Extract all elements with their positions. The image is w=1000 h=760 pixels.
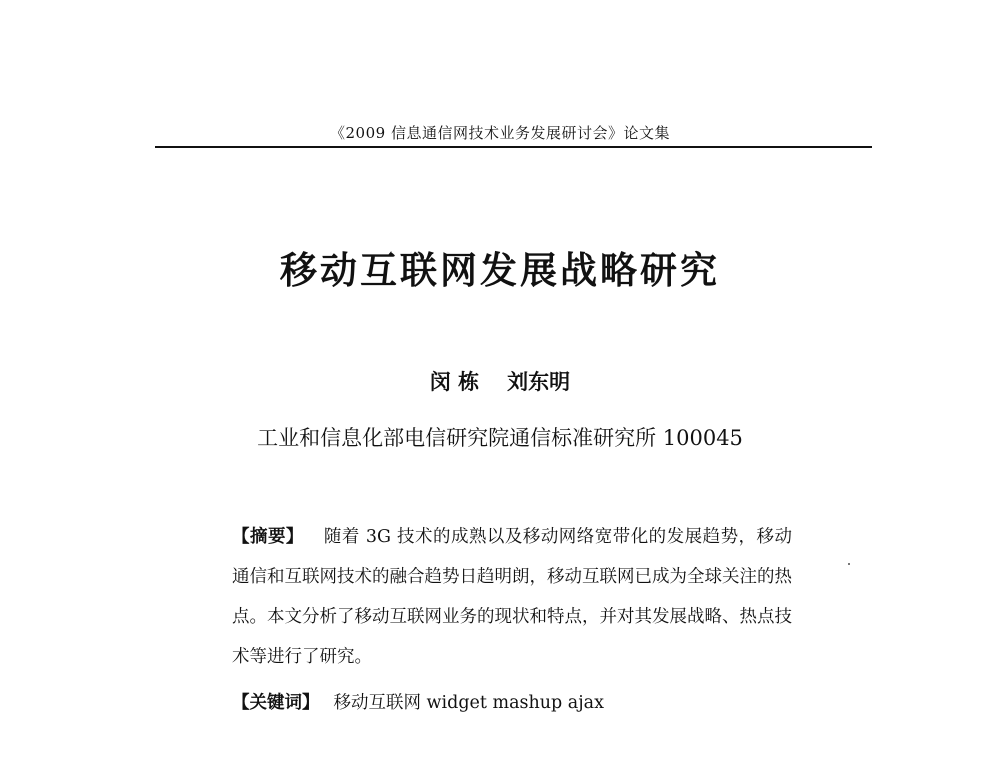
keywords-label: 【关键词】 bbox=[232, 693, 320, 713]
header-rule bbox=[155, 146, 872, 148]
abstract bbox=[232, 517, 792, 677]
authors bbox=[0, 366, 1000, 396]
affiliation: 工业和信息化部电信研究院通信标准研究所 100045 bbox=[257, 426, 743, 450]
author-name: 闵 栋 bbox=[429, 369, 480, 394]
running-header: 《2009 信息通信网技术业务发展研讨会》论文集 bbox=[330, 124, 670, 142]
scan-speck bbox=[848, 563, 850, 565]
author-name: 刘东明 bbox=[507, 369, 571, 394]
keywords-text: 移动互联网 widget mashup ajax bbox=[333, 693, 604, 713]
paper-title: 移动互联网发展战略研究 bbox=[280, 248, 720, 292]
keywords bbox=[232, 688, 792, 718]
abstract-label: 【摘要】 bbox=[232, 527, 304, 547]
abstract-text: 随着 3G 技术的成熟以及移动网络宽带化的发展趋势，移动通信和互联网技术的融合趋势日趋明朗，移动互联网已成为全球关注的热点。本文分析了移动互联网业务的现状和特点，并对其发展战略、热点技术等进行了研究。 bbox=[232, 527, 792, 667]
